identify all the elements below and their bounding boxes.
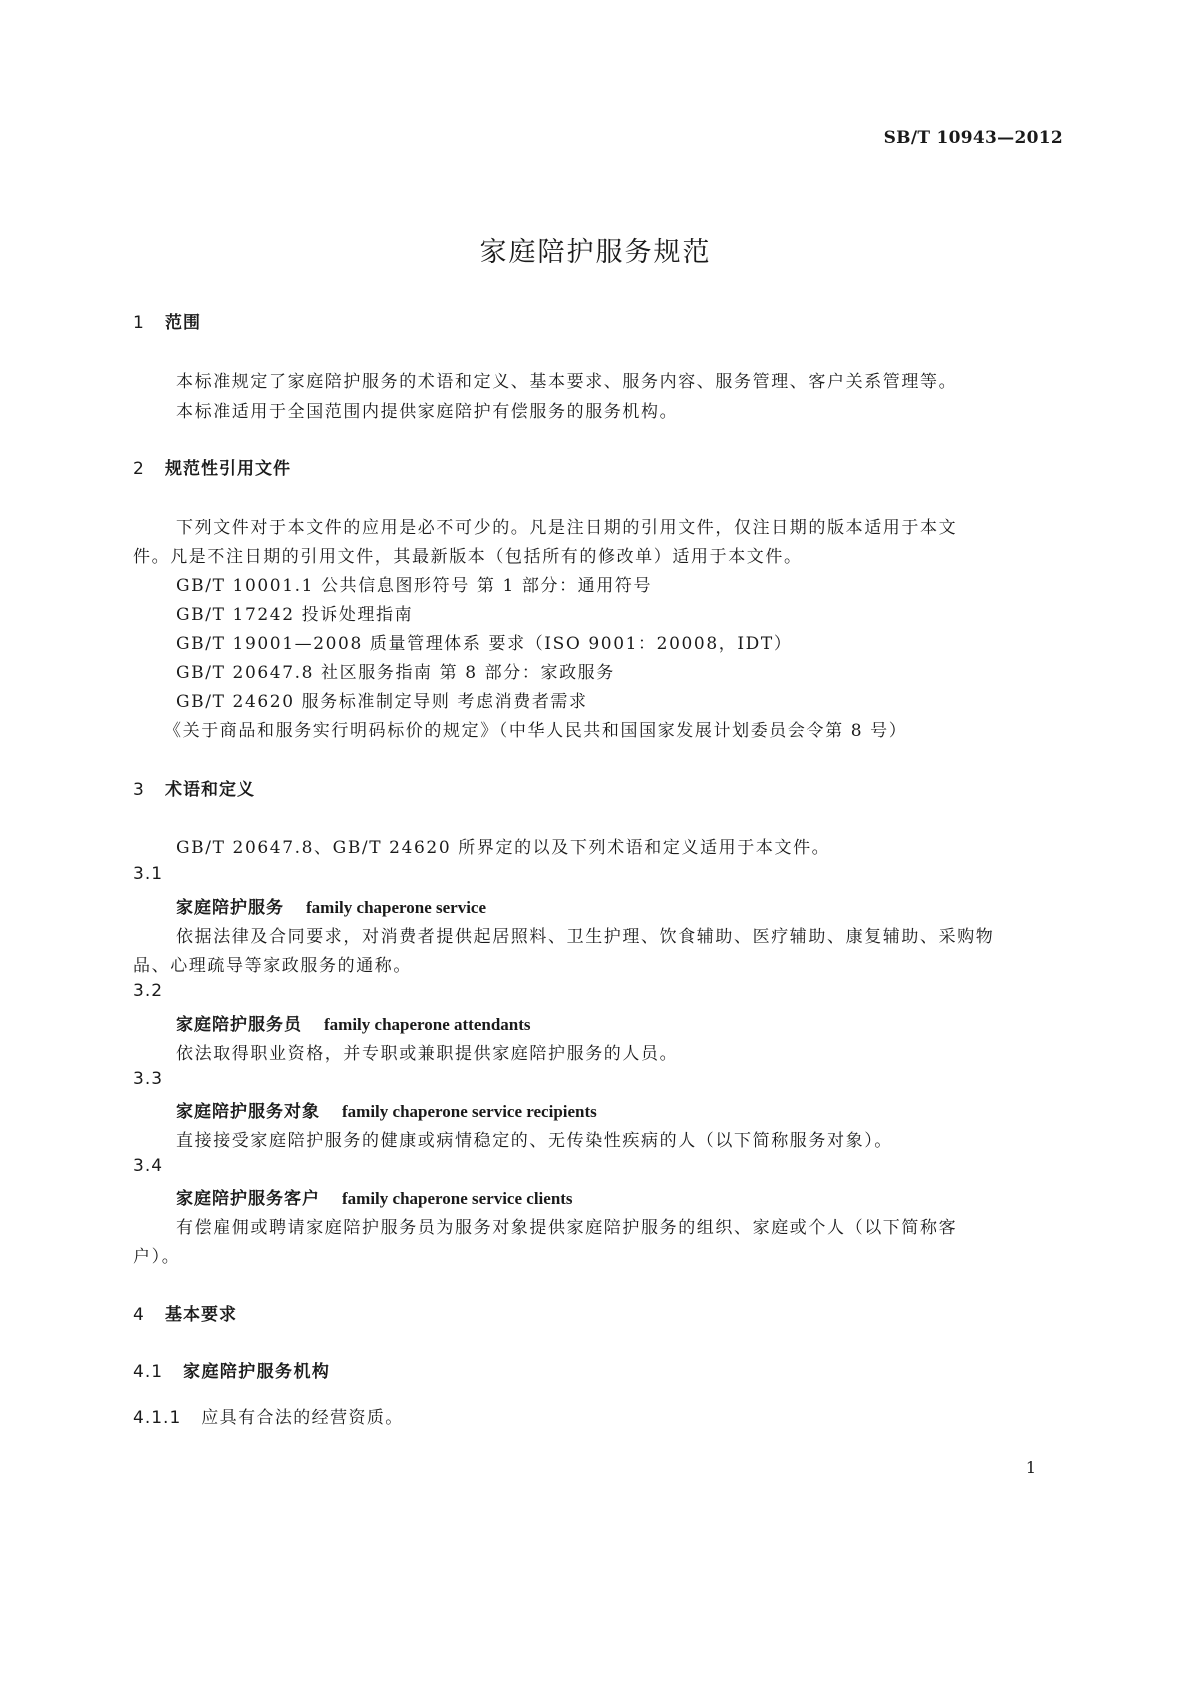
- term-heading: [176, 1097, 597, 1122]
- section-number: 3: [133, 780, 145, 800]
- paragraph: GB/T 20647.8、GB/T 24620 所界定的以及下列术语和定义适用于本文件。: [176, 838, 831, 858]
- reference-item: GB/T 20647.8 社区服务指南 第 8 部分：家政服务: [176, 663, 615, 683]
- term-english: family chaperone service: [306, 898, 487, 917]
- term-number: 3.3: [133, 1069, 164, 1089]
- subsection-title: 家庭陪护服务机构: [183, 1362, 331, 1382]
- paragraph: 本标准规定了家庭陪护服务的术语和定义、基本要求、服务内容、服务管理、客户关系管理等。: [176, 372, 958, 392]
- term-heading: [176, 1010, 531, 1035]
- section-number: 2: [133, 459, 145, 479]
- section-title: 术语和定义: [165, 780, 255, 800]
- term-number: 3.1: [133, 864, 164, 884]
- term-english: family chaperone service clients: [342, 1189, 573, 1208]
- reference-item: GB/T 10001.1 公共信息图形符号 第 1 部分：通用符号: [176, 576, 653, 596]
- section-number: 4: [133, 1305, 145, 1325]
- page-number: 1: [1025, 1458, 1036, 1477]
- section-2-heading: [133, 454, 291, 479]
- reference-item: GB/T 19001—2008 质量管理体系 要求（ISO 9001：20008，IDT）: [176, 634, 793, 654]
- term-definition-continuation: 户）。: [133, 1247, 181, 1267]
- term-heading: [176, 1184, 573, 1209]
- reference-item: GB/T 24620 服务标准制定导则 考虑消费者需求: [176, 692, 588, 712]
- term-definition: 直接接受家庭陪护服务的健康或病情稳定的、无传染性疾病的人（以下简称服务对象）。: [176, 1131, 893, 1151]
- section-title: 范围: [165, 313, 201, 333]
- subsection-number: 4.1: [133, 1362, 164, 1382]
- clause: [133, 1403, 404, 1428]
- term-definition: 依法取得职业资格，并专职或兼职提供家庭陪护服务的人员。: [176, 1044, 679, 1064]
- term-chinese: 家庭陪护服务客户: [176, 1189, 320, 1209]
- term-chinese: 家庭陪护服务对象: [176, 1102, 320, 1122]
- subsection-heading: [133, 1357, 330, 1382]
- paragraph-continuation: 件。凡是不注日期的引用文件，其最新版本（包括所有的修改单）适用于本文件。: [133, 547, 803, 567]
- term-definition: 依据法律及合同要求，对消费者提供起居照料、卫生护理、饮食辅助、医疗辅助、康复辅助、采购物: [176, 927, 995, 947]
- paragraph: 本标准适用于全国范围内提供家庭陪护有偿服务的服务机构。: [176, 402, 679, 422]
- section-1-heading: [133, 308, 201, 333]
- term-number: 3.4: [133, 1156, 164, 1176]
- reference-item: GB/T 17242 投诉处理指南: [176, 605, 414, 625]
- term-heading: [176, 893, 486, 918]
- term-definition: 有偿雇佣或聘请家庭陪护服务员为服务对象提供家庭陪护服务的组织、家庭或个人（以下简称客: [176, 1218, 958, 1238]
- term-chinese: 家庭陪护服务员: [176, 1015, 302, 1035]
- reference-item: 《关于商品和服务实行明码标价的规定》（中华人民共和国国家发展计划委员会令第 8 号）: [164, 721, 908, 741]
- term-number: 3.2: [133, 981, 164, 1001]
- section-3-heading: [133, 775, 255, 800]
- standard-code: SB/T 10943—2012: [883, 128, 1063, 148]
- clause-number: 4.1.1: [133, 1408, 182, 1428]
- term-english: family chaperone service recipients: [342, 1102, 597, 1121]
- section-title: 规范性引用文件: [165, 459, 291, 479]
- section-number: 1: [133, 313, 145, 333]
- paragraph: 下列文件对于本文件的应用是必不可少的。凡是注日期的引用文件，仅注日期的版本适用于本文: [176, 518, 958, 538]
- term-chinese: 家庭陪护服务: [176, 898, 284, 918]
- term-english: family chaperone attendants: [324, 1015, 531, 1034]
- section-4-heading: [133, 1300, 237, 1325]
- term-definition-continuation: 品、心理疏导等家政服务的通称。: [133, 956, 412, 976]
- document-title: 家庭陪护服务规范: [479, 237, 712, 268]
- clause-text: 应具有合法的经营资质。: [201, 1408, 404, 1428]
- section-title: 基本要求: [165, 1305, 237, 1325]
